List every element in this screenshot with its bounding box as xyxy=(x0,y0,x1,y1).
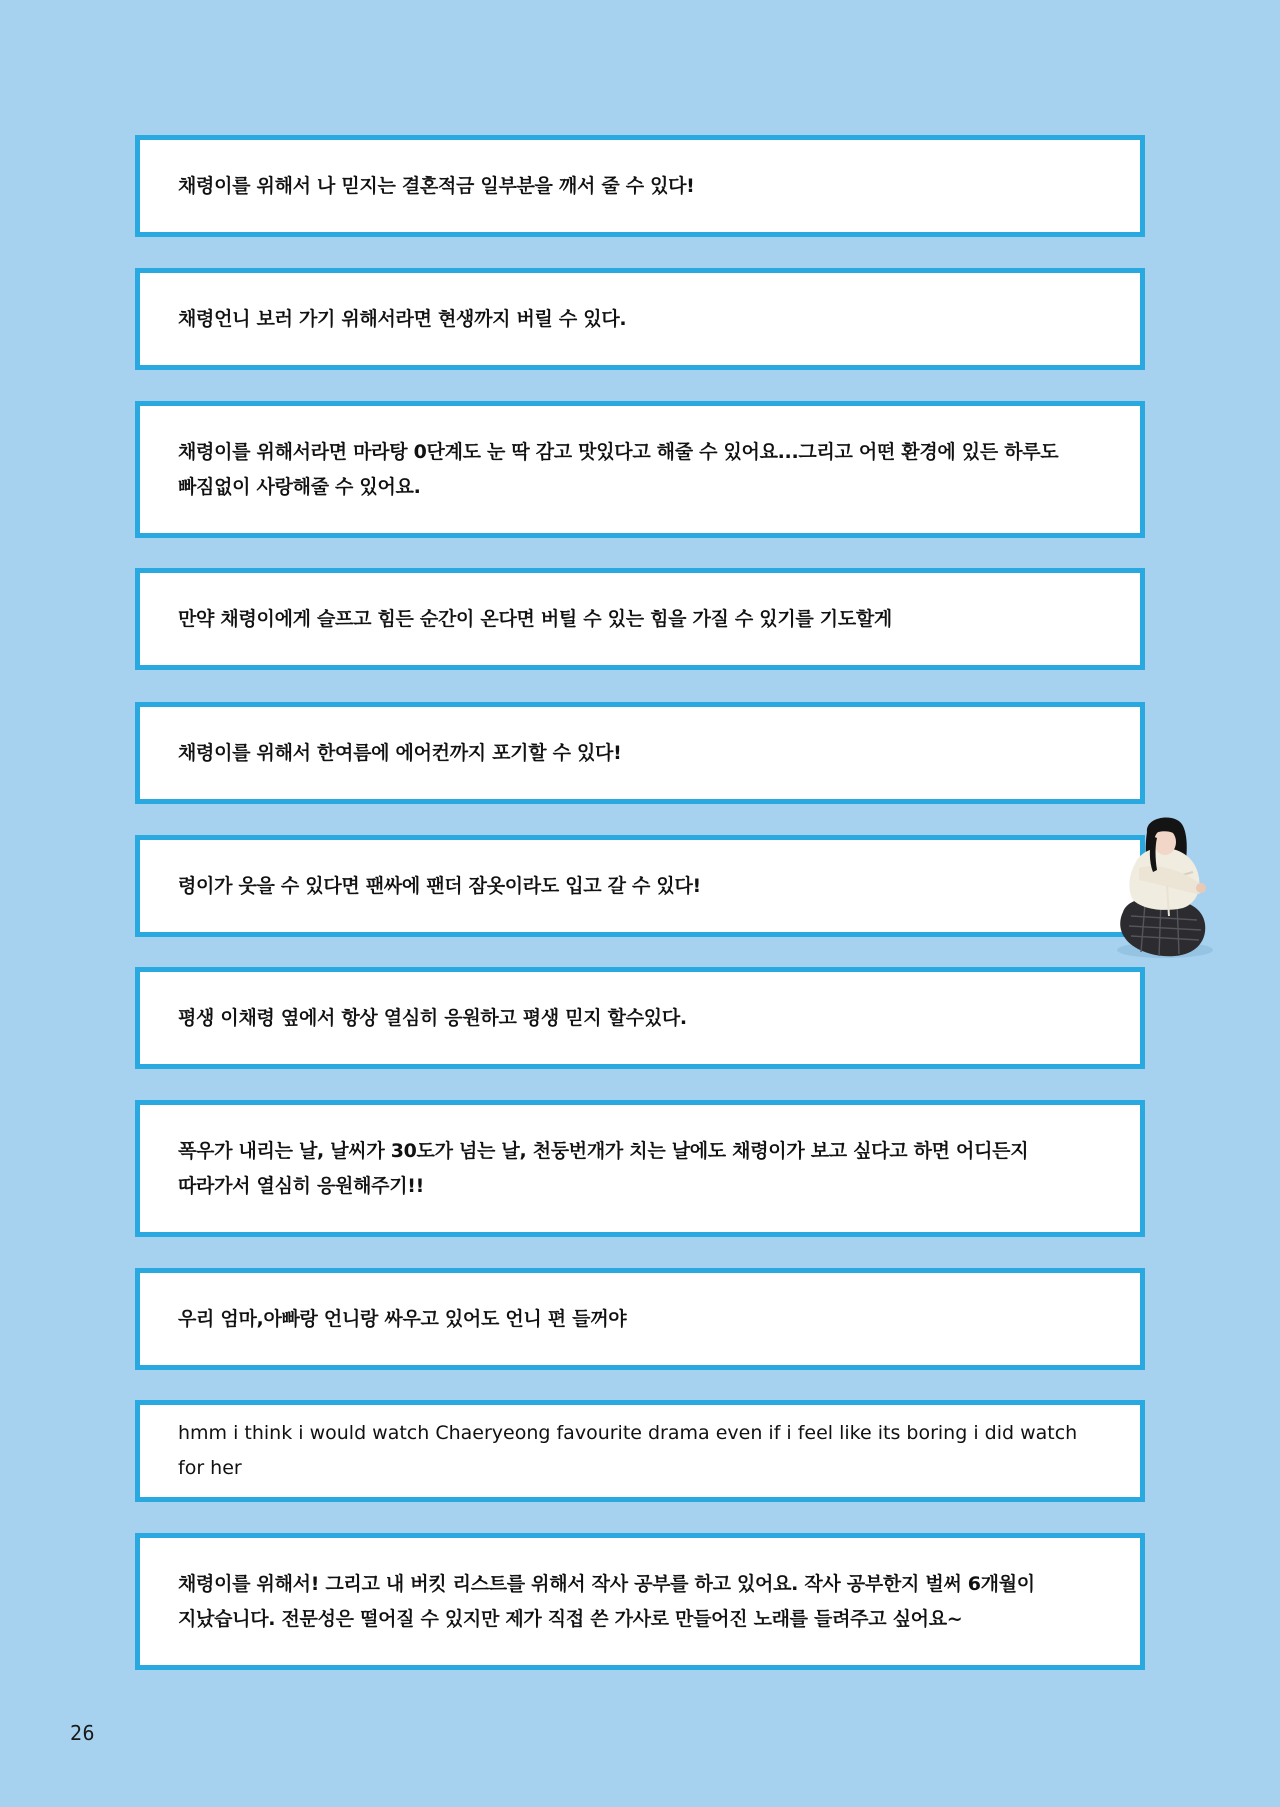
message-box-3 xyxy=(135,401,1145,538)
message-box-5 xyxy=(135,702,1145,804)
message-box-9 xyxy=(135,1268,1145,1370)
person-photo-icon xyxy=(1105,812,1220,962)
message-text: 령이가 웃을 수 있다면 팬싸에 팬더 잠옷이라도 입고 갈 수 있다! xyxy=(178,874,701,897)
message-text: hmm i think i would watch Chaeryeong favourite drama even if i feel like its boring i did watch for her xyxy=(178,1422,1078,1479)
message-text: 채령이를 위해서! 그리고 내 버킷 리스트를 위해서 작사 공부를 하고 있어요. 작사 공부한지 벌써 6개월이 지났습니다. 전문성은 떨어질 수 있지만 제가 직접 쓴 가사로 만들어진 노래를 들려주고 싶어요~ xyxy=(178,1572,1035,1630)
message-box-4 xyxy=(135,568,1145,670)
message-box-6 xyxy=(135,835,1145,937)
message-text: 평생 이채령 옆에서 항상 열심히 응원하고 평생 믿지 할수있다. xyxy=(178,1006,687,1029)
page-number: 26 xyxy=(70,1721,96,1745)
message-box-7 xyxy=(135,967,1145,1069)
message-box-11 xyxy=(135,1533,1145,1670)
message-box-2 xyxy=(135,268,1145,370)
message-text: 채령이를 위해서 나 믿지는 결혼적금 일부분을 깨서 줄 수 있다! xyxy=(178,174,695,197)
person-photo xyxy=(1105,812,1220,962)
message-text: 채령언니 보러 가기 위해서라면 현생까지 버릴 수 있다. xyxy=(178,307,627,330)
message-box-1 xyxy=(135,135,1145,237)
message-text: 채령이를 위해서 한여름에 에어컨까지 포기할 수 있다! xyxy=(178,741,622,764)
message-text: 우리 엄마,아빠랑 언니랑 싸우고 있어도 언니 편 들꺼야 xyxy=(178,1307,627,1330)
message-text: 채령이를 위해서라면 마라탕 0단계도 눈 딱 감고 맛있다고 해줄 수 있어요...그리고 어떤 환경에 있든 하루도 빠짐없이 사랑해줄 수 있어요. xyxy=(178,440,1059,498)
message-text: 만약 채령이에게 슬프고 힘든 순간이 온다면 버틸 수 있는 힘을 가질 수 있기를 기도할게 xyxy=(178,607,892,630)
message-box-8 xyxy=(135,1100,1145,1237)
message-box-10 xyxy=(135,1400,1145,1502)
message-text: 폭우가 내리는 날, 날씨가 30도가 넘는 날, 천둥번개가 치는 날에도 채령이가 보고 싶다고 하면 어디든지 따라가서 열심히 응원해주기!! xyxy=(178,1139,1029,1197)
